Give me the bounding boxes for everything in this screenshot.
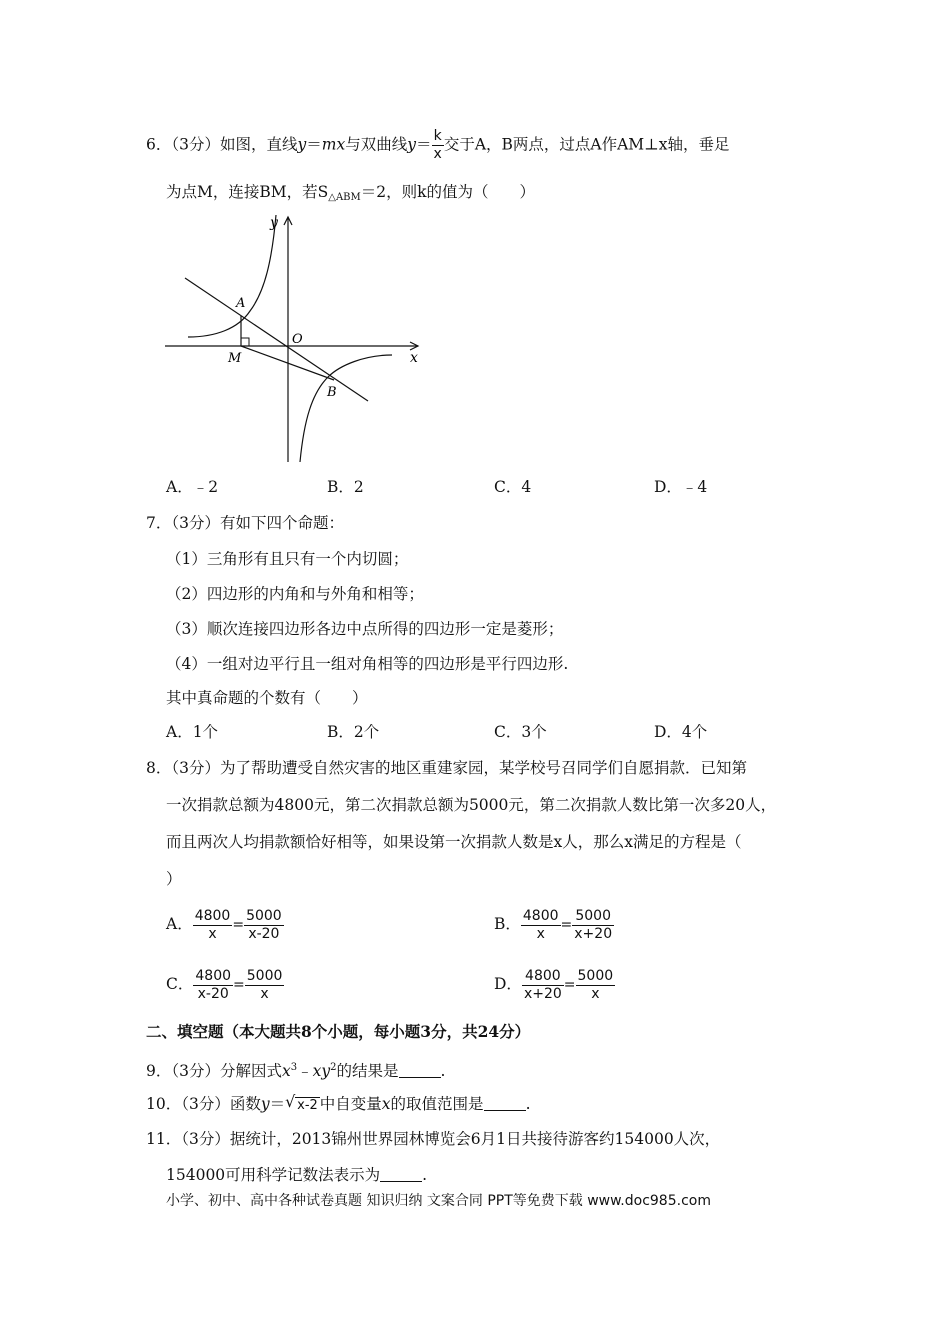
q7-option-a[interactable]: A．1个 bbox=[166, 723, 219, 741]
q6-option-a[interactable]: A．﹣2 bbox=[166, 478, 219, 496]
label-b: B bbox=[327, 385, 337, 400]
q9: 9．（3分）分解因式$x^3﹣xy^2$的结果是 . bbox=[146, 1062, 446, 1080]
q7-question: 其中真命题的个数有（ ） bbox=[166, 689, 368, 707]
label-origin: O bbox=[292, 332, 303, 347]
q8-line4: ） bbox=[166, 870, 182, 888]
line-y-mx bbox=[185, 278, 368, 401]
q7-option-b[interactable]: B．2个 bbox=[327, 723, 380, 741]
q9-answer-blank[interactable] bbox=[399, 1063, 441, 1078]
q7-item-3: （3）顺次连接四边形各边中点所得的四边形一定是菱形； bbox=[166, 620, 564, 638]
q7-item-4: （4）一组对边平行且一组对角相等的四边形是平行四边形. bbox=[166, 655, 569, 673]
q6-line1: 6．（3分）如图，直线y＝mx与双曲线y＝ $\frac{k}{x}$ 交于A，B两点，过点A作AM⊥x轴，垂足 bbox=[146, 128, 730, 162]
footer-text: 小学、初中、高中各种试卷真题 知识归纳 文案合同 PPT等免费下载 www.doc985.com bbox=[166, 1193, 711, 1209]
section-2-title: 二、填空题（本大题共8个小题，每小题3分，共24分） bbox=[146, 1022, 531, 1041]
label-m: M bbox=[228, 351, 242, 366]
q11-line1: 11．（3分）据统计，2013锦州世界园林博览会6月1日共接待游客约154000人次， bbox=[146, 1130, 721, 1148]
hyperbola-branch-right bbox=[300, 355, 392, 462]
q6-line2: 为点M，连接BM，若$S_{\triangle ABM}=2$，则k的值为（ ） bbox=[166, 183, 536, 203]
hyperbola-branch-left bbox=[188, 215, 276, 337]
q7-item-2: （2）四边形的内角和与外角和相等； bbox=[166, 585, 424, 603]
q11-line2: 154000可用科学记数法表示为 . bbox=[166, 1166, 428, 1184]
q8-line3: 而且两次人均捐款额恰好相等，如果设第一次捐款人数是x人，那么x满足的方程是（ bbox=[166, 833, 742, 851]
q7-item-1: （1）三角形有且只有一个内切圆； bbox=[166, 550, 409, 568]
q10: 10．（3分）函数y＝ √ x-2 中自变量x的取值范围是 . bbox=[146, 1094, 531, 1116]
q7-option-c[interactable]: C．3个 bbox=[494, 723, 547, 741]
q11-answer-blank[interactable] bbox=[380, 1167, 422, 1182]
label-x: x bbox=[410, 350, 418, 366]
q6-option-d[interactable]: D．﹣4 bbox=[654, 478, 708, 496]
sqrt-icon: √ bbox=[285, 1092, 296, 1111]
q6-option-b[interactable]: B．2 bbox=[327, 478, 364, 496]
q8-option-c[interactable]: C． $\frac{4800}{x-20}$ = $\frac{5000}{x}$ bbox=[166, 967, 283, 1002]
label-a: A bbox=[236, 296, 246, 311]
q10-answer-blank[interactable] bbox=[484, 1096, 526, 1111]
label-y: y bbox=[270, 215, 278, 231]
q8-option-d[interactable]: D． $\frac{4800}{x+20}$ = $\frac{5000}{x}$ bbox=[494, 967, 614, 1002]
q8-option-b[interactable]: B． $\frac{4800}{x}$ = $\frac{5000}{x+20}$ bbox=[494, 907, 613, 942]
q8-line1: 8．（3分）为了帮助遭受自然灾害的地区重建家园，某学校号召同学们自愿捐款．已知第 bbox=[146, 759, 747, 777]
right-angle-mark bbox=[241, 338, 249, 346]
q6-option-c[interactable]: C．4 bbox=[494, 478, 532, 496]
q8-line2: 一次捐款总额为4800元，第二次捐款总额为5000元，第二次捐款人数比第一次多20人， bbox=[166, 796, 777, 814]
q6-graph bbox=[160, 205, 430, 467]
q7-stem: 7．（3分）有如下四个命题： bbox=[146, 514, 344, 532]
q8-option-a[interactable]: A． $\frac{4800}{x}$ = $\frac{5000}{x-20}$ bbox=[166, 907, 282, 942]
q6-fraction: $\frac{k}{x}$ bbox=[433, 128, 442, 162]
q7-option-d[interactable]: D．4个 bbox=[654, 723, 708, 741]
sqrt-expression: √ x-2 bbox=[285, 1092, 318, 1113]
